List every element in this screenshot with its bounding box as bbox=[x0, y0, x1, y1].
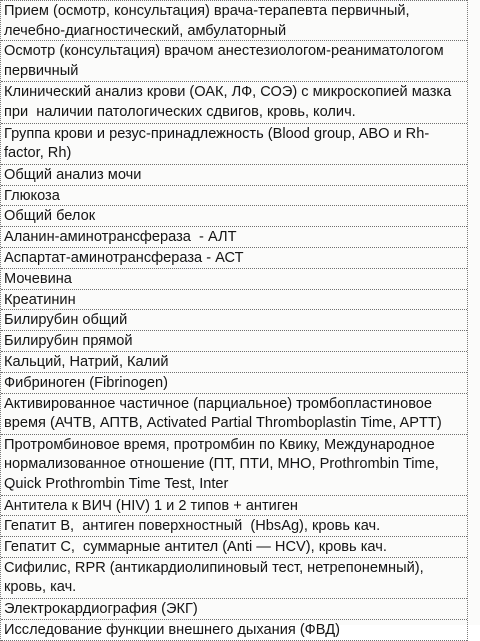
service-row: Гепатит В, антиген поверхностный (HbsAg), кровь кач. bbox=[1, 516, 467, 537]
service-row: Глюкоза bbox=[1, 186, 467, 207]
service-row: Мочевина bbox=[1, 269, 467, 290]
service-row: Аспартат-аминотрансфераза - АСТ bbox=[1, 248, 467, 269]
service-row: Билирубин общий bbox=[1, 310, 467, 331]
service-row: Гепатит С, суммарные антител (Anti — HCV), кровь кач. bbox=[1, 537, 467, 558]
service-row: Исследование функции внешнего дыхания (ФВД) bbox=[1, 620, 467, 641]
service-row: Протромбиновое время, протромбин по Квику, Международное нормализованное отношение (ПТ, ПТИ, МНО, Prothrombin Time, Quick Prothrombin Time Test, Inter bbox=[1, 435, 467, 496]
service-row: Осмотр (консультация) врачом анестезиологом-реаниматологом первичный bbox=[1, 41, 467, 82]
service-row: Кальций, Натрий, Калий bbox=[1, 352, 467, 373]
service-row: Сифилис, RPR (антикардиолипиновый тест, нетрепонемный), кровь, кач. bbox=[1, 558, 467, 599]
service-row: Электрокардиография (ЭКГ) bbox=[1, 599, 467, 620]
service-row: Группа крови и резус-принадлежность (Blood group, ABO и Rh-factor, Rh) bbox=[1, 124, 467, 165]
service-row: Антитела к ВИЧ (HIV) 1 и 2 типов + антиген bbox=[1, 496, 467, 517]
service-row: Аланин-аминотрансфераза - АЛТ bbox=[1, 227, 467, 248]
service-row: Билирубин прямой bbox=[1, 331, 467, 352]
service-row: Прием (осмотр, консультация) врача-терапевта первичный, лечебно-диагностический, амбулаторный bbox=[1, 0, 467, 41]
service-row: Общий белок bbox=[1, 206, 467, 227]
service-row: Фибриноген (Fibrinogen) bbox=[1, 373, 467, 394]
service-row: Клинический анализ крови (ОАК, ЛФ, СОЭ) с микроскопией мазка при наличии патологических сдвигов, кровь, колич. bbox=[1, 82, 467, 123]
service-row: Креатинин bbox=[1, 290, 467, 311]
service-row: Активированное частичное (парциальное) тромбопластиновое время (АЧТВ, АПТВ, Activated Partial Thromboplastin Time, APTT) bbox=[1, 394, 467, 435]
service-row: Общий анализ мочи bbox=[1, 165, 467, 186]
